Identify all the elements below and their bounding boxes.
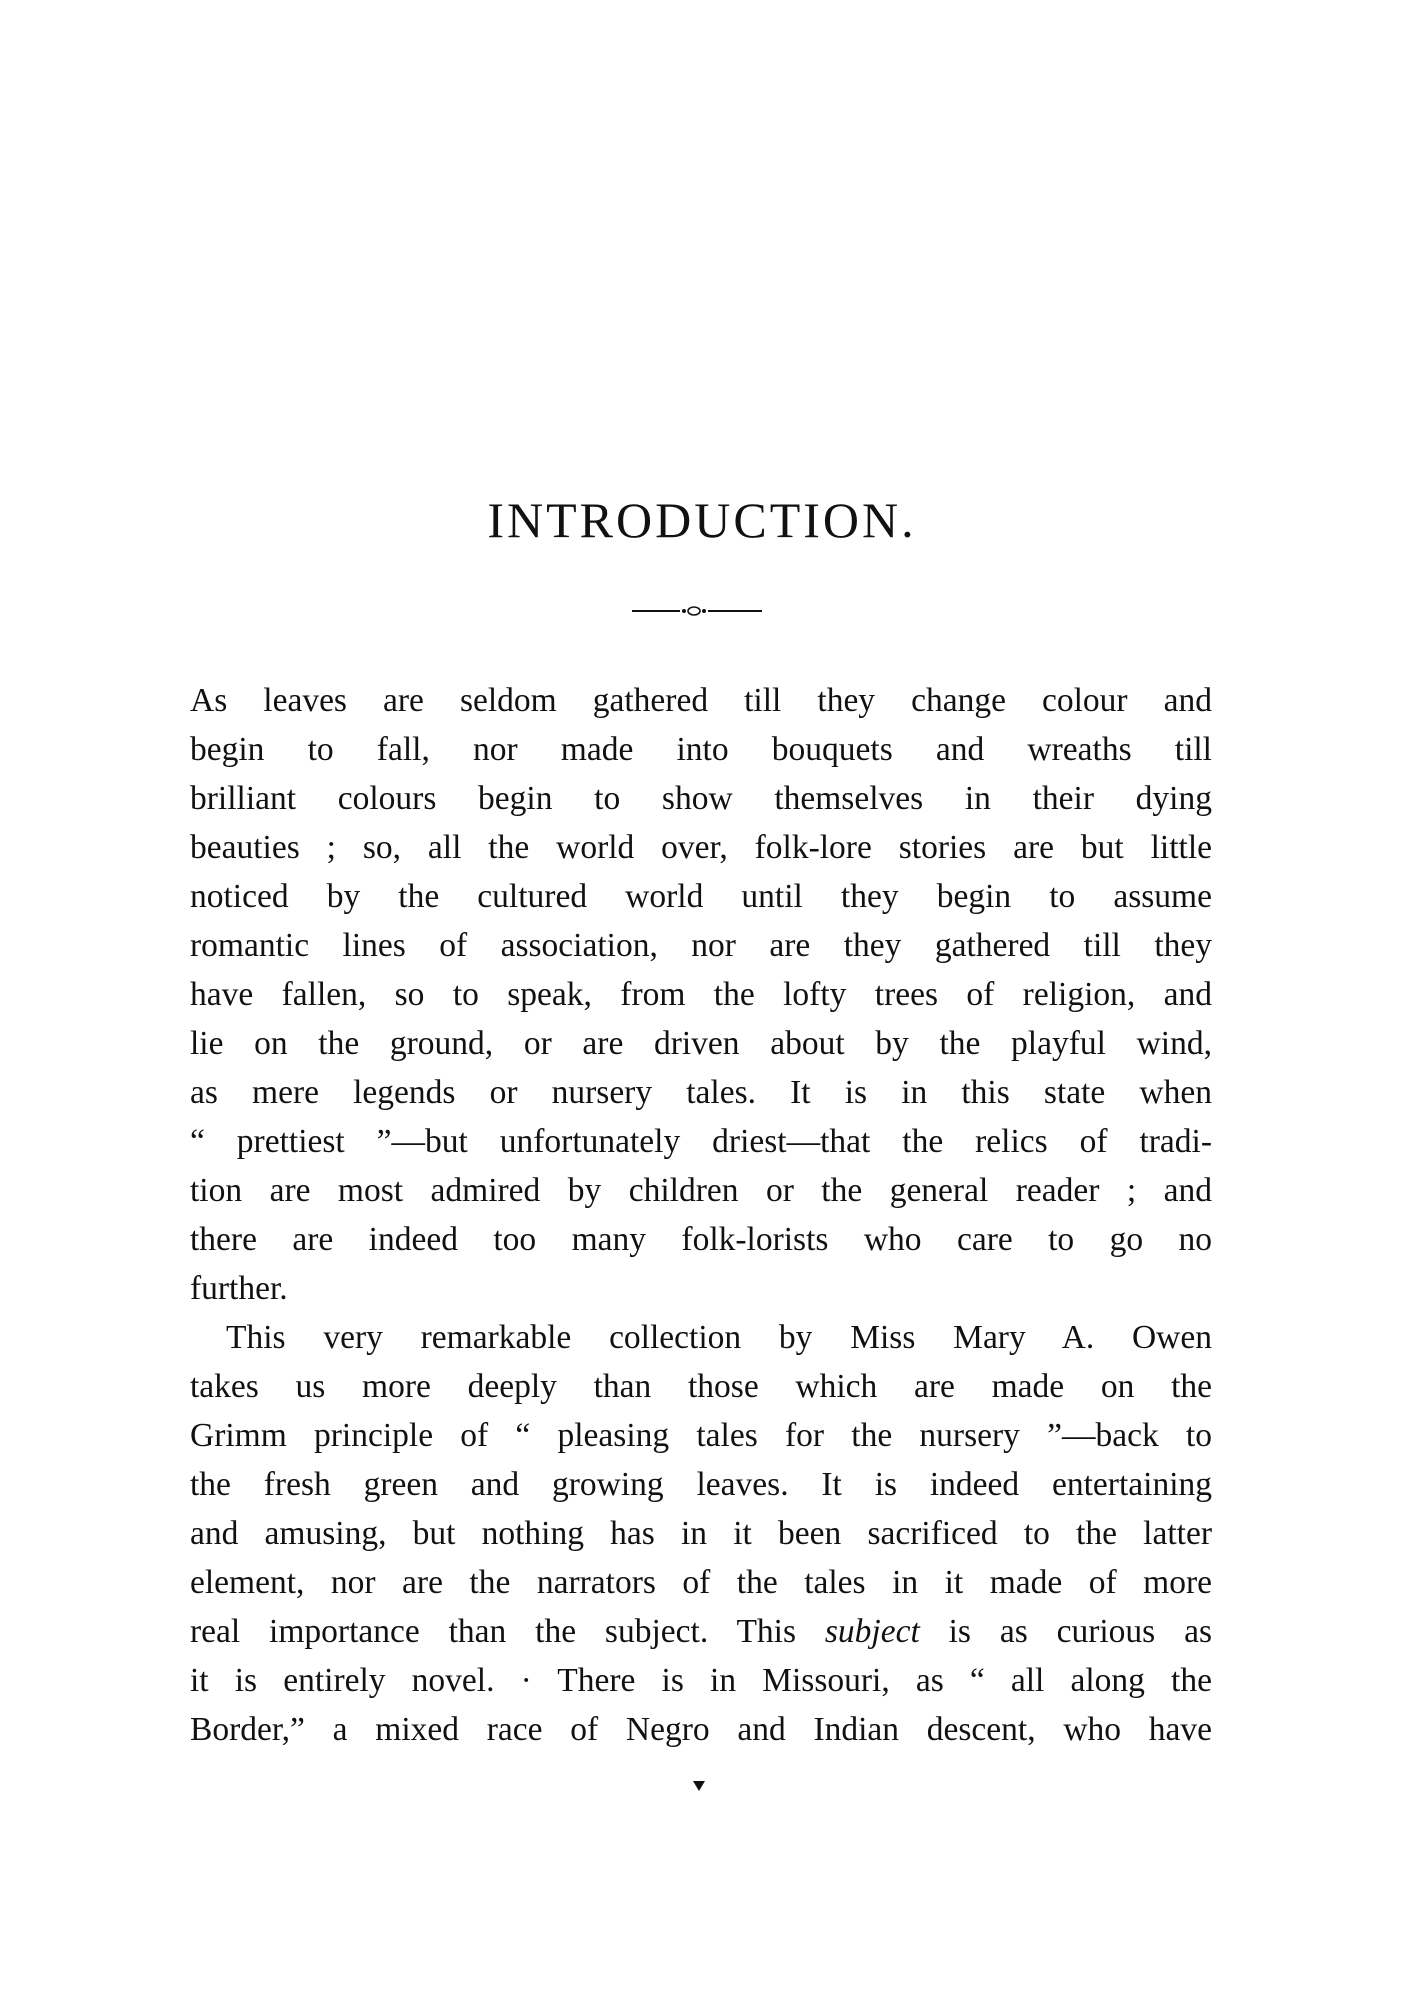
italic-word: subject [824, 1613, 920, 1650]
text-line: Grimm principle of “ pleasing tales for the nursery ”—back to [190, 1417, 1212, 1454]
text-line: and amusing, but nothing has in it been sacrificed to the latter [190, 1515, 1212, 1552]
text-line: begin to fall, nor made into bouquets and wreaths till [190, 731, 1212, 768]
text-line: As leaves are seldom gathered till they change colour and [190, 682, 1212, 719]
text-line: tion are most admired by children or the general reader ; and [190, 1172, 1212, 1209]
text-line: brilliant colours begin to show themselves in their dying [190, 780, 1212, 817]
paragraph-2 [190, 1313, 1212, 1754]
text-line: lie on the ground, or are driven about by the playful wind, [190, 1025, 1212, 1062]
text-run: is as curious as [919, 1613, 1212, 1650]
text-line: further. [190, 1270, 288, 1307]
text-line: Border,” a mixed race of Negro and Indian descent, who have [190, 1711, 1212, 1748]
page-title: INTRODUCTION. [487, 492, 917, 548]
text-line: there are indeed too many folk-lorists who care to go no [190, 1221, 1212, 1258]
page-continuation-marker-icon [692, 1780, 706, 1792]
text-line: element, nor are the narrators of the tales in it made of more [190, 1564, 1212, 1601]
text-line: This very remarkable collection by Miss Mary A. Owen [226, 1319, 1212, 1356]
paragraph-1 [190, 676, 1212, 1313]
text-line-with-italic [190, 1607, 1212, 1656]
body-text [190, 676, 1212, 1754]
text-line: have fallen, so to speak, from the lofty trees of religion, and [190, 976, 1212, 1013]
text-line: “ prettiest ”—but unfortunately driest—that the relics of tradi- [190, 1123, 1212, 1160]
text-line: romantic lines of association, nor are they gathered till they [190, 927, 1212, 964]
text-line: takes us more deeply than those which are made on the [190, 1368, 1212, 1405]
title-ornament-divider [632, 605, 762, 617]
text-line: noticed by the cultured world until they begin to assume [190, 878, 1212, 915]
text-line: beauties ; so, all the world over, folk-lore stories are but little [190, 829, 1212, 866]
text-run: real importance than the subject. This [190, 1613, 825, 1650]
text-line: it is entirely novel. · There is in Missouri, as “ all along the [190, 1662, 1212, 1699]
text-line: as mere legends or nursery tales. It is in this state when [190, 1074, 1212, 1111]
text-line: the fresh green and growing leaves. It is indeed entertaining [190, 1466, 1212, 1503]
